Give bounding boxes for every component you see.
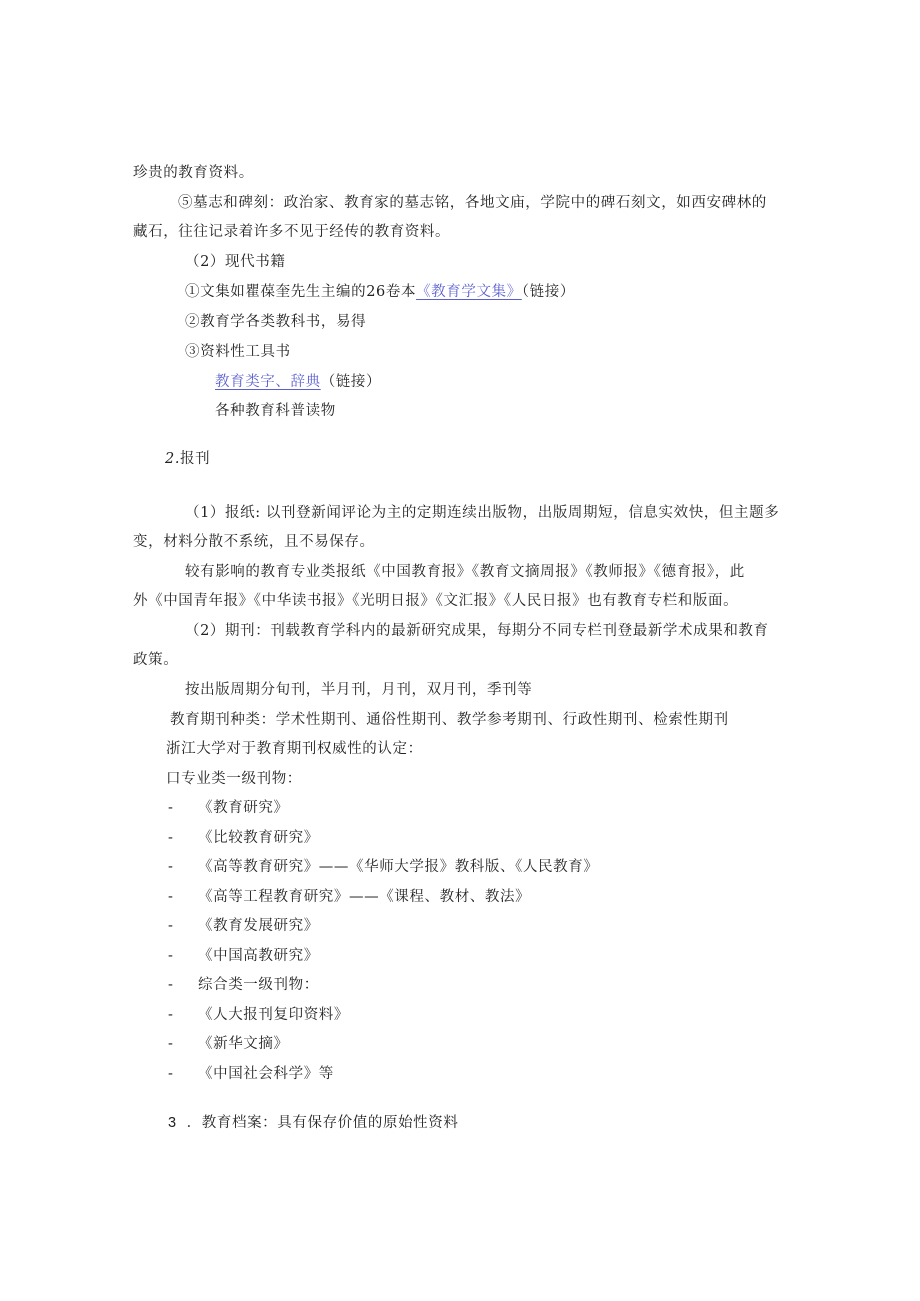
paragraph-line: 政策。 xyxy=(133,652,179,668)
paragraph-line: 较有影响的教育专业类报纸《中国教育报》《教育文摘周报》《教师报》《德育报》，此 xyxy=(185,564,745,580)
bullet-dash: - xyxy=(168,977,174,993)
bullet-dash: - xyxy=(168,948,174,964)
paragraph-line: （2）期刊：刊载教育学科内的最新研究成果，每期分不同专栏刊登最新学术成果和教育 xyxy=(185,623,769,639)
list-item: 各种教育科普读物 xyxy=(215,403,336,419)
section-number: 2. xyxy=(165,451,181,467)
bullet-dash: - xyxy=(168,889,174,905)
paragraph-line: 教育期刊种类：学术性期刊、通俗性期刊、教学参考期刊、行政性期刊、检索性期刊 xyxy=(170,712,729,728)
journal-list-item: - 《中国高教研究》 xyxy=(168,948,319,964)
journal-list-item: - 《教育发展研究》 xyxy=(168,918,319,934)
list-item-text: ①文集如瞿葆奎先生主编的26卷本 xyxy=(185,284,417,300)
section-number: 3 xyxy=(168,1115,177,1131)
bullet-dash: - xyxy=(168,1036,174,1052)
paragraph-line: 浙江大学对于教育期刊权威性的认定： xyxy=(166,741,423,757)
paragraph-line: ⑤墓志和碑刻：政治家、教育家的墓志铭，各地文庙，学院中的碑石刻文，如西安碑林的 xyxy=(178,195,767,211)
list-item xyxy=(185,282,575,302)
paragraph-line: 藏石，往往记录着许多不见于经传的教育资料。 xyxy=(133,224,451,240)
paragraph-line: 变，材料分散不系统，且不易保存。 xyxy=(133,534,375,550)
bullet-dash: - xyxy=(168,859,174,875)
journal-list-item: - 《比较教育研究》 xyxy=(168,830,319,846)
paragraph-line: 按出版周期分旬刊，半月刊，月刊，双月刊，季刊等 xyxy=(185,682,533,698)
section-heading-archives xyxy=(168,1113,458,1133)
bullet-dash: - xyxy=(168,918,174,934)
journal-list-item: - 《高等教育研究》——《华师大学报》教科版、《人民教育》 xyxy=(168,859,599,875)
paragraph-line: 外《中国青年报》《中华读书报》《光明日报》《文汇报》《人民日报》也有教育专栏和版面。 xyxy=(133,593,739,609)
paragraph-line: （1）报纸: 以刊登新闻评论为主的定期连续出版物，出版周期短，信息实效快，但主题多 xyxy=(185,505,780,521)
section-title: ．教育档案：具有保存价值的原始性资料 xyxy=(186,1115,459,1131)
paragraph-line: 口专业类一级刊物： xyxy=(166,771,302,787)
link-education-anthology[interactable]: 《教育学文集》 xyxy=(416,284,522,300)
bullet-dash: - xyxy=(168,1007,174,1023)
section-title: 报刊 xyxy=(180,451,211,467)
journal-list-item: - 《教育研究》 xyxy=(168,800,289,816)
link-education-dictionary[interactable]: 教育类字、辞典 xyxy=(215,374,321,390)
link-note: （链接） xyxy=(320,374,382,390)
list-item xyxy=(215,372,381,392)
journal-list-item: - 综合类一级刊物： xyxy=(168,977,319,993)
subheading-modern-books: （2）现代书籍 xyxy=(185,254,286,270)
section-heading-newspapers xyxy=(165,449,210,469)
journal-list-item: - 《高等工程教育研究》——《课程、教材、教法》 xyxy=(168,889,531,905)
journal-list-item: - 《新华文摘》 xyxy=(168,1036,289,1052)
paragraph-line: 珍贵的教育资料。 xyxy=(133,165,254,181)
bullet-dash: - xyxy=(168,1066,174,1082)
bullet-dash: - xyxy=(168,800,174,816)
link-note: （链接） xyxy=(521,284,575,300)
journal-list-item: - 《中国社会科学》等 xyxy=(168,1066,334,1082)
list-item: ②教育学各类教科书，易得 xyxy=(185,314,367,330)
list-item: ③资料性工具书 xyxy=(185,344,291,360)
journal-list-item: - 《人大报刊复印资料》 xyxy=(168,1007,349,1023)
bullet-dash: - xyxy=(168,830,174,846)
